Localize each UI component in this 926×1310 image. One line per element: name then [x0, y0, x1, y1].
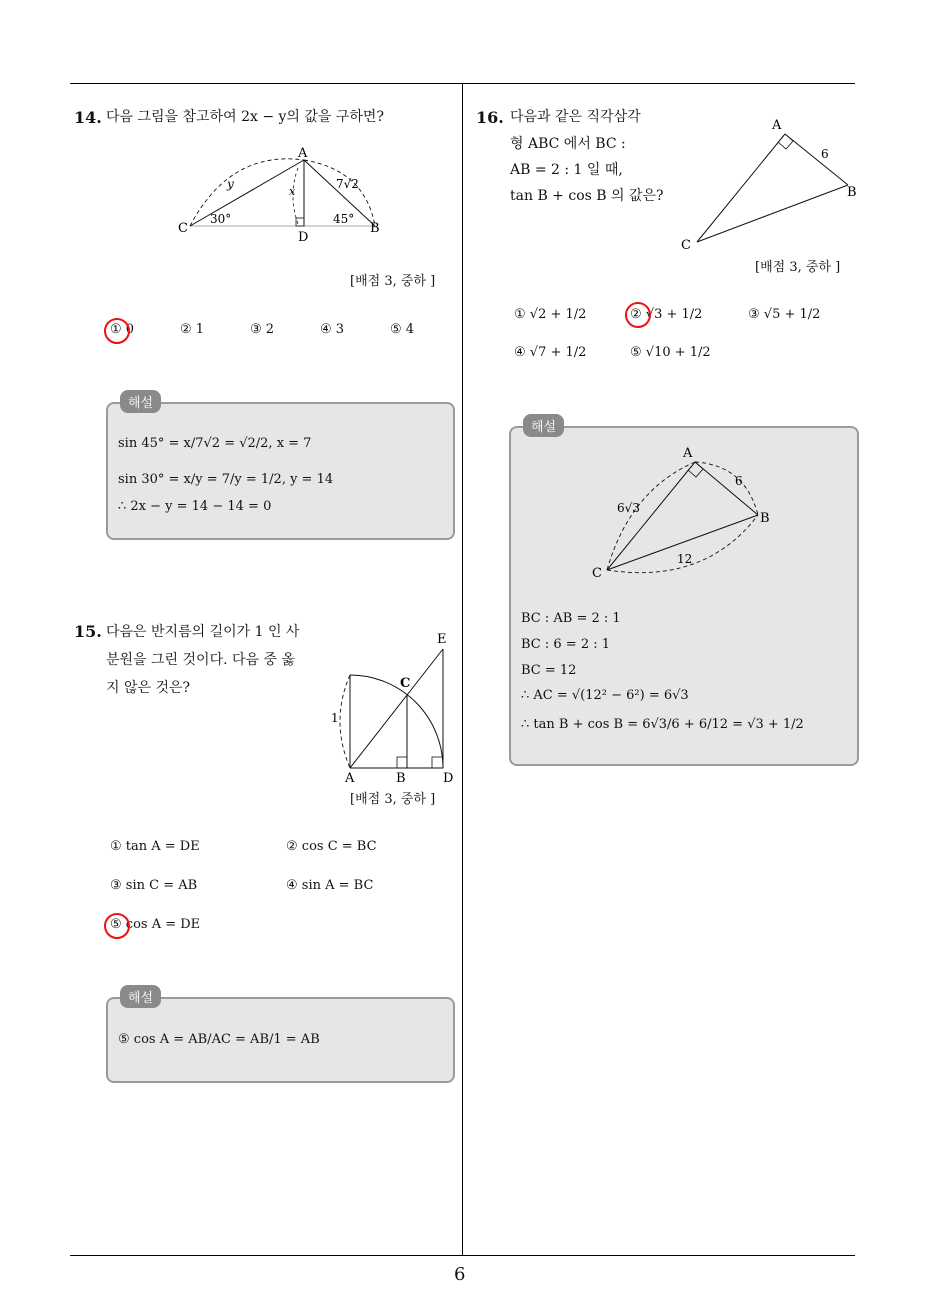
- q14-label-y: y: [227, 177, 234, 191]
- q15-number: 15.: [74, 622, 102, 641]
- q15-option-3[interactable]: ③ sin C = AB: [110, 878, 198, 893]
- q15-label-B: B: [396, 771, 406, 786]
- q16-sol-label-A: A: [683, 446, 693, 461]
- q16-number: 16.: [476, 108, 504, 127]
- q16-solution-line-3: BC = 12: [521, 663, 577, 678]
- q15-label-A: A: [345, 771, 355, 786]
- q14-option-3[interactable]: ③ 2: [250, 322, 275, 337]
- q16-figure: [675, 112, 865, 257]
- q16-label-C: C: [681, 238, 691, 253]
- q15-answer-mark: [104, 913, 130, 939]
- q16-sol-label-AB: 6: [735, 474, 743, 488]
- q14-solution-line-2: sin 30° = x/y = 7/y = 1/2, y = 14: [118, 472, 334, 487]
- q14-option-4[interactable]: ④ 3: [320, 322, 345, 337]
- q16-solution-line-1: BC : AB = 2 : 1: [521, 611, 621, 626]
- q14-label-angleB: 45°: [333, 212, 355, 226]
- q16-sol-label-B: B: [760, 511, 770, 526]
- q16-sol-label-BC: 12: [677, 552, 693, 566]
- q16-option-3[interactable]: ③ √5 + 1/2: [748, 307, 821, 322]
- q16-label-B: B: [847, 185, 857, 200]
- q15-figure: [325, 625, 460, 790]
- q15-option-1[interactable]: ① tan A = DE: [110, 839, 200, 854]
- q16-option-1[interactable]: ① √2 + 1/2: [514, 307, 587, 322]
- page-number: 6: [454, 1264, 466, 1285]
- q16-label-A: A: [772, 118, 782, 133]
- q14-label-B: B: [370, 221, 380, 236]
- q16-sol-label-AC: 6√3: [617, 501, 640, 515]
- q14-label-A: A: [298, 146, 308, 161]
- q14-label-x: x: [289, 185, 296, 198]
- q16-text-line-1: 다음과 같은 직각삼각: [510, 109, 641, 125]
- q15-text-line-1: 다음은 반지름의 길이가 1 인 사: [106, 624, 300, 640]
- q14-solution-line-1: sin 45° = x/7√2 = √2/2, x = 7: [118, 436, 312, 451]
- q15-label-D: D: [443, 771, 454, 786]
- q14-label-D: D: [298, 230, 309, 245]
- q14-solution-box: [106, 402, 455, 540]
- q15-text-line-3: 지 않은 것은?: [106, 680, 191, 696]
- q14-option-2[interactable]: ② 1: [180, 322, 205, 337]
- q16-score: [배점 3, 중하 ]: [755, 260, 841, 275]
- q16-option-5[interactable]: ⑤ √10 + 1/2: [630, 345, 711, 360]
- q16-label-six: 6: [821, 147, 829, 161]
- q14-score: [배점 3, 중하 ]: [350, 274, 436, 289]
- q16-sol-label-C: C: [592, 566, 602, 581]
- q15-label-C: C: [400, 676, 411, 691]
- q15-label-E: E: [437, 632, 447, 647]
- q16-answer-mark: [625, 302, 651, 328]
- q16-solution-figure: [585, 440, 785, 585]
- q15-solution-tag: 해설: [120, 985, 161, 1008]
- q15-text-line-2: 분원을 그린 것이다. 다음 중 옳: [106, 652, 295, 668]
- q14-text: 다음 그림을 참고하여 2x − y의 값을 구하면?: [106, 109, 384, 125]
- q14-solution-line-3: ∴ 2x − y = 14 − 14 = 0: [118, 499, 272, 514]
- q15-score: [배점 3, 중하 ]: [350, 792, 436, 807]
- q16-text-line-4: tan B + cos B 의 값은?: [510, 188, 664, 204]
- q14-label-angleC: 30°: [210, 212, 232, 226]
- column-divider: [462, 83, 463, 1256]
- q16-solution-line-4: ∴ AC = √(12² − 6²) = 6√3: [521, 688, 689, 703]
- q15-option-2[interactable]: ② cos C = BC: [286, 839, 377, 854]
- q15-solution-line-1: ⑤ cos A = AB/AC = AB/1 = AB: [118, 1032, 320, 1047]
- q16-option-2[interactable]: ② √3 + 1/2: [630, 307, 703, 322]
- q14-solution-tag: 해설: [120, 390, 161, 413]
- q16-solution-line-2: BC : 6 = 2 : 1: [521, 637, 611, 652]
- q16-solution-line-5: ∴ tan B + cos B = 6√3/6 + 6/12 = √3 + 1/2: [521, 717, 804, 732]
- q16-solution-tag: 해설: [523, 414, 564, 437]
- q14-option-5[interactable]: ⑤ 4: [390, 322, 415, 337]
- q16-text-line-2: 형 ABC 에서 BC :: [510, 136, 626, 152]
- q14-label-hyp: 7√2: [336, 177, 359, 191]
- q16-text-line-3: AB = 2 : 1 일 때,: [510, 162, 623, 178]
- q15-option-5[interactable]: ⑤ cos A = DE: [110, 917, 201, 932]
- q14-option-1[interactable]: ① 0: [110, 322, 135, 337]
- q14-label-C: C: [178, 221, 188, 236]
- q15-option-4[interactable]: ④ sin A = BC: [286, 878, 374, 893]
- q14-figure: [170, 140, 390, 250]
- q14-answer-mark: [104, 318, 130, 344]
- q16-option-4[interactable]: ④ √7 + 1/2: [514, 345, 587, 360]
- q15-label-one: 1: [331, 711, 339, 725]
- q14-number: 14.: [74, 108, 102, 127]
